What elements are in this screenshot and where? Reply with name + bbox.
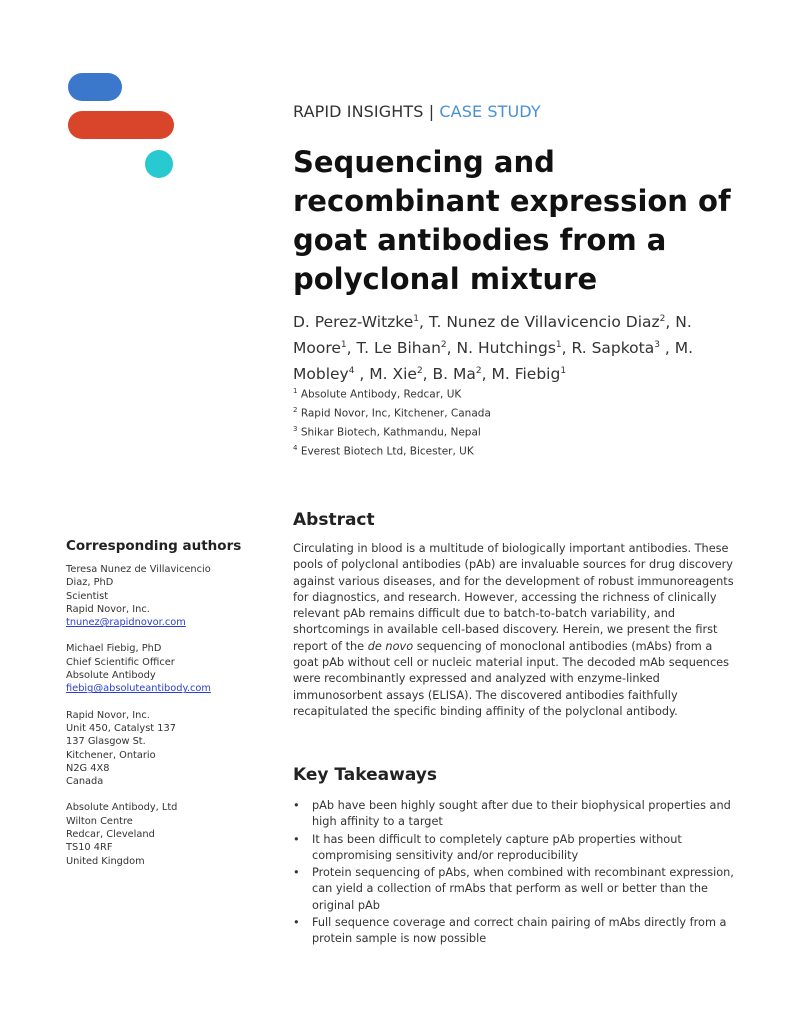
list-item: • Protein sequencing of pAbs, when combined with recombinant expression, can yield a collection of rmAbs that perform as well or better than the original pAb <box>293 865 743 914</box>
kicker-series: RAPID INSIGHTS | <box>293 102 435 121</box>
address-line: Canada <box>66 776 104 788</box>
author-list <box>293 308 713 386</box>
logo-red-bar <box>68 111 174 139</box>
author: T. Le Bihan$^2$, <box>356 339 457 358</box>
address-line: Wilton Centre <box>66 815 133 827</box>
author: D. Perez-Witzke$^1$, <box>293 313 429 332</box>
kicker-type: CASE STUDY <box>439 102 541 121</box>
contact-block <box>66 642 256 695</box>
address-line: Absolute Antibody, Ltd <box>66 802 178 814</box>
affiliation: $^2$ Rapid Novor, Inc, Kitchener, Canada <box>293 406 491 420</box>
address-block <box>66 709 256 789</box>
list-item: • It has been difficult to completely capture pAb properties without compromising sensitivity and/or reproducibility <box>293 832 743 865</box>
abstract-text: Circulating in blood is a multitude of biologically important antibodies. These pools of polyclonal antibodies (pAb) are invaluable sources for drug discovery against various diseases, and for the development of robust immunoreagents for diagnostics, and research. However, accessing the richness of clinically relevant pAb remains difficult due to batch-to-batch variability, and shortcomings in available cell-based discovery. Herein, we present the first report of the de novo sequencing of monoclonal antibodies (mAbs) from a goat pAb without cell or nucleic material input. The decoded mAb sequences were recombinantly expressed and analyzed with enzyme-linked immunosorbent assays (ELISA). The discovered antibodies faithfully recapitulated the specific binding affinity of the polyclonal antibody. <box>293 542 734 718</box>
abstract-heading: Abstract <box>293 510 375 530</box>
list-item: • Full sequence coverage and correct chain pairing of mAbs directly from a protein sample is now possible <box>293 915 743 948</box>
address-line: 137 Glasgow St. <box>66 736 146 748</box>
takeaways-heading: Key Takeaways <box>293 765 437 785</box>
address-line: United Kingdom <box>66 855 145 867</box>
author: M. Xie$^2$, <box>369 365 433 384</box>
contact-line: Diaz, PhD <box>66 577 114 589</box>
email-link[interactable]: tnunez@rapidnovor.com <box>66 617 186 629</box>
contact-line: Rapid Novor, Inc. <box>66 603 150 615</box>
address-line: Unit 450, Catalyst 137 <box>66 722 176 734</box>
affiliation: $^3$ Shikar Biotech, Kathmandu, Nepal <box>293 425 481 439</box>
email-link[interactable]: fiebig@absoluteantibody.com <box>66 683 211 695</box>
author: M. Mobley$^4$ , <box>293 339 694 384</box>
affiliation: $^1$ Absolute Antibody, Redcar, UK <box>293 387 462 401</box>
author: M. Fiebig$^1$ <box>491 365 567 384</box>
contact-block <box>66 563 256 629</box>
list-item: • pAb have been highly sought after due to their biophysical properties and high affinity to a target <box>293 798 743 831</box>
author: T. Nunez de Villavicencio Diaz$^2$, <box>428 313 676 332</box>
takeaways-list <box>293 798 743 949</box>
logo-blue-bar <box>68 73 122 101</box>
author: N. Hutchings$^1$, <box>456 339 572 358</box>
author: B. Ma$^2$, <box>432 365 492 384</box>
kicker <box>293 102 541 121</box>
contact-line: Michael Fiebig, PhD <box>66 643 162 655</box>
address-line: Redcar, Cleveland <box>66 829 155 841</box>
page-title: Sequencing and recombinant expression of goat antibodies from a polyclonal mixture <box>293 145 731 296</box>
author: N. Moore$^1$, <box>293 313 692 358</box>
address-block <box>66 801 256 867</box>
contact-line: Teresa Nunez de Villavicencio <box>66 564 211 575</box>
sidebar-heading: Corresponding authors <box>66 538 242 554</box>
contact-line: Chief Scientific Officer <box>66 656 175 668</box>
sidebar <box>66 538 256 881</box>
address-line: TS10 4RF <box>66 842 113 854</box>
contact-line: Scientist <box>66 590 109 602</box>
affiliation: $^4$ Everest Biotech Ltd, Bicester, UK <box>293 444 474 458</box>
logo-teal-dot <box>145 150 173 178</box>
address-line: N2G 4X8 <box>66 762 110 774</box>
contact-line: Absolute Antibody <box>66 670 156 682</box>
author: R. Sapkota$^3$ , <box>571 339 675 358</box>
address-line: Kitchener, Ontario <box>66 749 156 761</box>
affiliation-list <box>293 384 491 460</box>
address-line: Rapid Novor, Inc. <box>66 709 150 721</box>
